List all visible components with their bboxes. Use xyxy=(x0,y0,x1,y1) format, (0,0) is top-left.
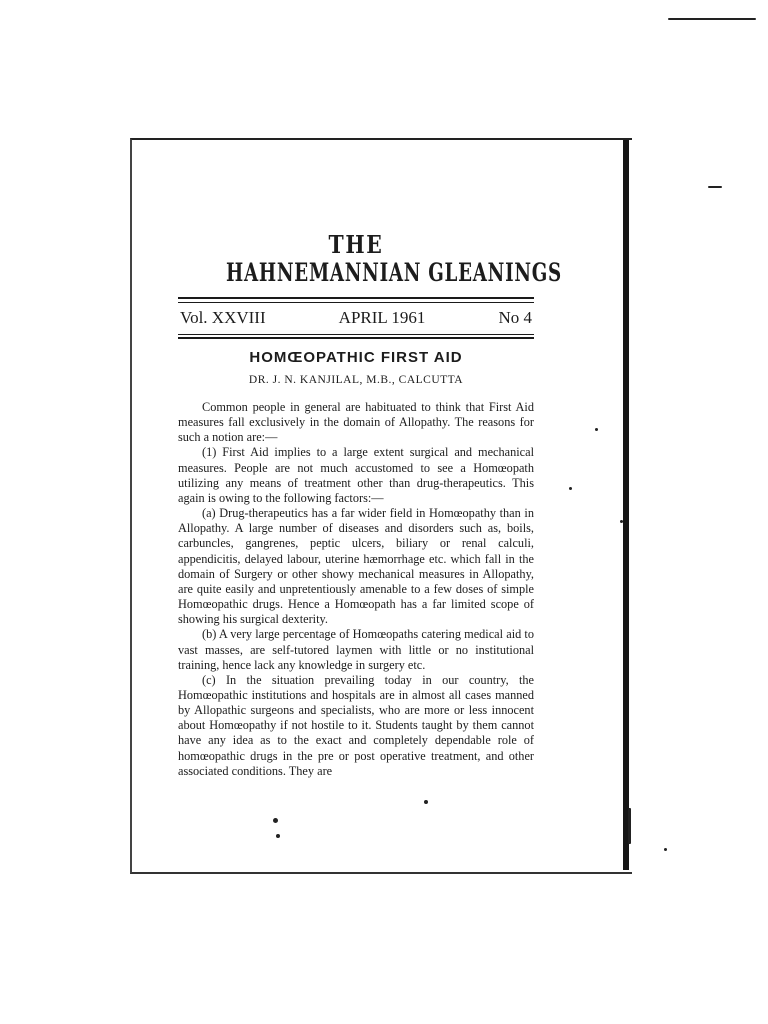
paragraph: Common people in general are habituated to think that First Aid measures fall exclusively in the domain of Allopathy. The reasons for such a notion are:— xyxy=(178,400,534,445)
article-byline: DR. J. N. KANJILAL, M.B., CALCUTTA xyxy=(248,374,464,386)
paragraph: (1) First Aid implies to a large extent surgical and mechanical measures. People are not much accustomed to see a Homœopath utilizing any means of treatment other than drug-therapeutics. This again is owing to the following factors:— xyxy=(178,445,534,505)
paragraph: (a) Drug-therapeutics has a far wider field in Homœopathy than in Allopathy. A large number of diseases and disorders such as, boils, carbuncles, gangrenes, peptic ulcers, biliary or renal calculi, appendicitis, delayed labour, uterine hæmorrhage etc. which fall in the domain of Surgery or other showy mechanical measures in Allopathy, are quite easily and unpretentiously amenable to a few doses of simple Homœopathic drugs. Hence a Homœopath has a far limited scope of showing his surgical dexterity. xyxy=(178,506,534,627)
scan-speck xyxy=(664,848,667,851)
scan-speck xyxy=(273,818,278,823)
journal-page xyxy=(178,230,562,779)
issue-date: APRIL 1961 xyxy=(338,308,426,327)
scan-speck xyxy=(569,487,572,490)
header-rule-top xyxy=(178,297,534,299)
issue-line xyxy=(178,303,534,331)
issue-number: No 4 xyxy=(498,308,532,327)
scan-speck xyxy=(595,428,598,431)
article-body xyxy=(178,400,534,779)
scan-speck xyxy=(708,186,722,188)
page-binding-edge xyxy=(623,140,629,870)
scan-speck xyxy=(424,800,428,804)
article-title: HOMŒOPATHIC FIRST AID xyxy=(249,349,463,366)
journal-title-article: THE xyxy=(328,230,384,259)
scan-speck xyxy=(668,18,756,20)
paragraph: (b) A very large percentage of Homœopaths catering medical aid to vast masses, are self-tutored laymen with little or no institutional training, hence lack any knowledge in surgery etc. xyxy=(178,627,534,672)
scan-speck xyxy=(628,808,631,844)
header-rule-bottom-thin xyxy=(178,334,534,335)
journal-title: HAHNEMANNIAN GLEANINGS xyxy=(226,258,562,287)
paragraph: (c) In the situation prevailing today in our country, the Homœopathic institutions and hospitals are in almost all cases manned by Allopathic surgeons and specialists, who are more or less innocent about Homœopathy if not hostile to it. Students taught by them cannot have any idea as to the exact and completely dependable role of homœopathic drugs in the pre or post operative treatment, and other associated conditions. They are xyxy=(178,672,534,778)
scan-speck xyxy=(620,520,623,523)
scan-speck xyxy=(276,834,280,838)
issue-volume: Vol. XXVIII xyxy=(180,308,266,327)
header-rule-bottom xyxy=(178,337,534,339)
